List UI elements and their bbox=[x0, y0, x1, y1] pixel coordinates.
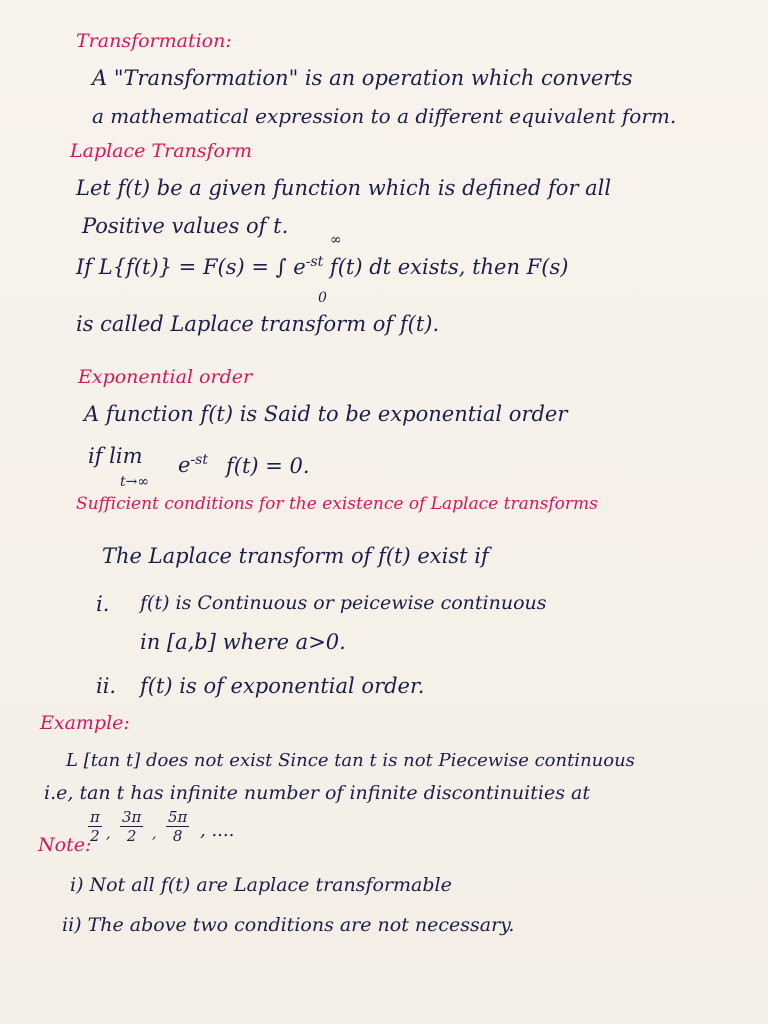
heading-laplace-transform: Laplace Transform bbox=[70, 140, 253, 162]
heading-note: Note: bbox=[38, 834, 92, 856]
note-item-2: ii) The above two conditions are not necessary. bbox=[62, 914, 515, 936]
exponential-line-1: A function f(t) is Said to be exponential order bbox=[84, 402, 568, 426]
laplace-exponent: -st bbox=[305, 254, 324, 270]
integral-upper-limit: ∞ bbox=[330, 232, 342, 248]
integral-lower-limit: 0 bbox=[318, 290, 327, 306]
heading-example: Example: bbox=[40, 712, 130, 734]
sufficient-item-1a: f(t) is Continuous or peicewise continuous bbox=[140, 592, 547, 614]
sufficient-intro: The Laplace transform of f(t) exist if bbox=[102, 544, 489, 568]
exponential-e bbox=[178, 452, 208, 477]
comma-1: , bbox=[106, 826, 111, 842]
laplace-line-4: is called Laplace transform of f(t). bbox=[76, 312, 440, 336]
laplace-line-1: Let f(t) be a given function which is defined for all bbox=[76, 176, 612, 200]
example-line-2: i.e, tan t has infinite number of infinite discontinuities at bbox=[44, 782, 590, 804]
sufficient-item-2: f(t) is of exponential order. bbox=[140, 674, 425, 698]
laplace-formula bbox=[76, 254, 568, 279]
exponential-exponent: -st bbox=[190, 452, 208, 468]
note-item-1: i) Not all f(t) are Laplace transformable bbox=[70, 874, 452, 896]
laplace-formula-tail: f(t) dt exists, then F(s) bbox=[329, 255, 569, 279]
fraction-pi-over-2: $\frac{\pi}{2}$ bbox=[90, 808, 100, 845]
heading-transformation: Transformation: bbox=[76, 30, 232, 52]
item1-marker: i. bbox=[96, 592, 110, 616]
heading-sufficient-conditions: Sufficient conditions for the existence of Laplace transforms bbox=[76, 494, 598, 514]
laplace-formula-head: If L{f(t)} = F(s) = ∫ e bbox=[76, 255, 306, 279]
heading-exponential-order: Exponential order bbox=[78, 366, 253, 388]
laplace-line-2: Positive values of t. bbox=[82, 214, 289, 238]
example-line-1: L [tan t] does not exist Since tan t is not Piecewise continuous bbox=[66, 750, 635, 771]
transformation-line-2: a mathematical expression to a different equivalent form. bbox=[92, 104, 677, 128]
exponential-limit: if lim bbox=[88, 444, 143, 468]
sufficient-item-1b: in [a,b] where a>0. bbox=[140, 630, 346, 654]
exponential-e-base: e bbox=[178, 453, 191, 477]
exponential-tail: f(t) = 0. bbox=[226, 454, 310, 478]
exponential-limit-sub: t→∞ bbox=[120, 474, 150, 490]
item2-marker: ii. bbox=[96, 674, 117, 698]
transformation-line-1: A "Transformation" is an operation which converts bbox=[92, 66, 633, 90]
comma-2: , bbox=[152, 826, 157, 842]
fraction-5pi-over-8: $\frac{5\pi}{8}$ bbox=[168, 808, 188, 845]
fraction-ellipsis: , .... bbox=[200, 820, 235, 841]
fraction-3pi-over-2: $\frac{3\pi}{2}$ bbox=[122, 808, 142, 845]
